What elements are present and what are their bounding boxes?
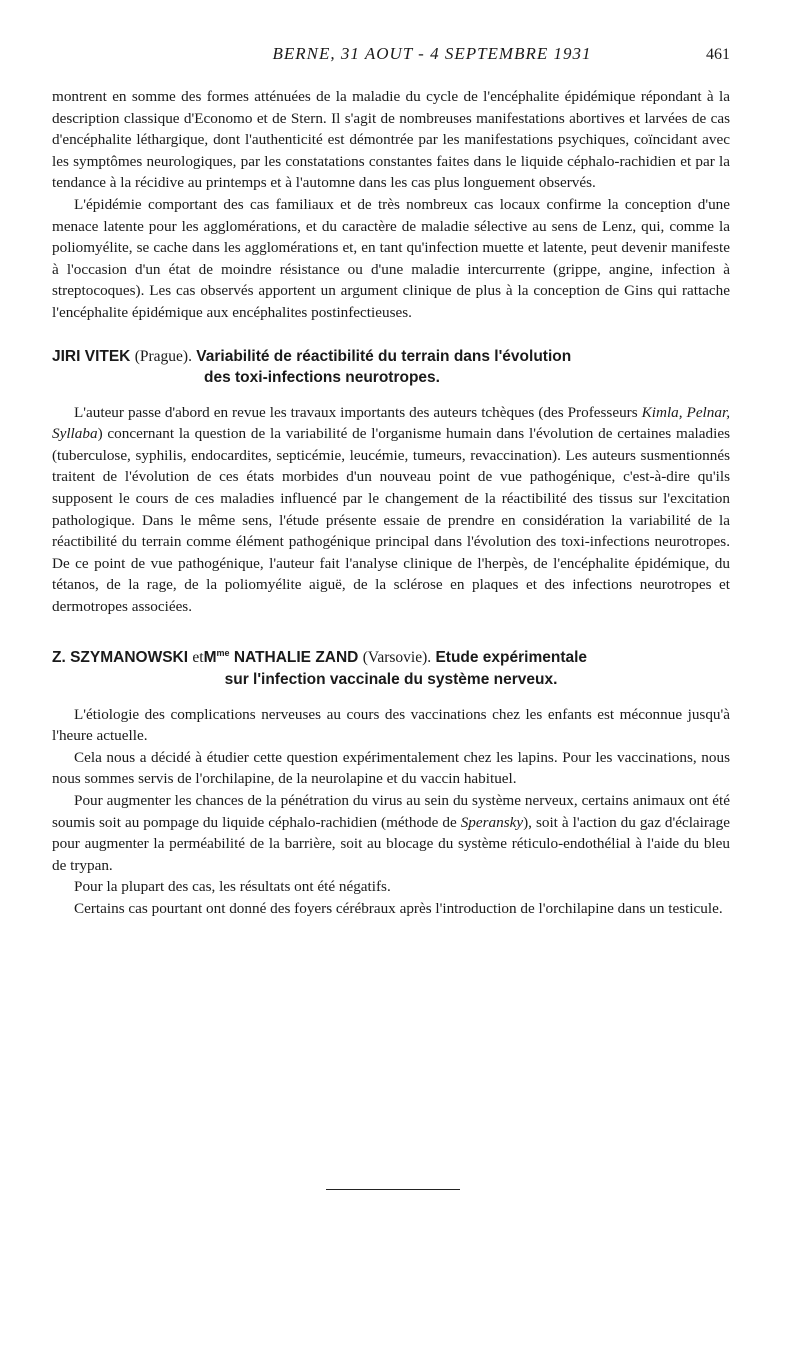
szymanowski-paragraph-2: Cela nous a décidé à étudier cette question expérimentalement chez les lapins. Pour les vaccinations, nous nous sommes servis de l'orchilapine, de la neurolapine et du vaccin habituel. xyxy=(52,748,730,788)
running-head xyxy=(58,44,730,64)
szymanowski-paragraph-1: L'étiologie des complications nerveuses au cours des vaccinations chez les enfants est méconnue jusqu'à l'heure actuelle. xyxy=(52,705,730,745)
page-number: 461 xyxy=(706,46,730,63)
szymanowski-paragraph-4: Pour la plupart des cas, les résultats ont été négatifs. xyxy=(74,878,391,896)
section-title-line-2: sur l'infection vaccinale du système nerveux. xyxy=(224,670,558,688)
section-heading-vitek xyxy=(52,346,730,388)
section-heading-szymanowski xyxy=(52,643,730,689)
heading-line-1 xyxy=(52,643,730,668)
vitek-text-a: L'auteur passe d'abord en revue les travaux importants des auteurs tchèques (des Professeurs xyxy=(74,403,642,421)
author-place: (Varsovie). xyxy=(362,649,432,667)
method-text-b: ), soit à l'action du gaz d'éclairage pour augmenter la perméabilité de la barrière, soit au blocage du système réticulo-endothélial à l'aide du bleu de trypan. xyxy=(52,813,731,874)
end-rule xyxy=(326,1189,460,1190)
running-title: BERNE, 31 AOUT - 4 SEPTEMBRE 1931 xyxy=(272,44,592,63)
author-1: Z. SZYMANOWSKI xyxy=(52,649,189,667)
author-2: NATHALIE ZAND xyxy=(233,649,359,667)
conjunction: et xyxy=(192,649,204,667)
vitek-text-b: ) concernant la question de la variabilité de l'organisme humain dans l'évolution de certaines maladies (tuberculose, syphilis, endocardites, septicémie, leucémie, tumeurs, revaccination). Les auteurs susmentionnés traitent de l'évolution de ces états morbides d'un nouveau point de vue pathogénique, c'est-à-dire qu'ils supposent le cours de ces maladies influencé par le changement de la réactibilité des tissus sur l'excitation pathologique. Dans le même sens, l'étude présente essaie de prendre en considération la variabilité de la réactibilité du terrain comme élément pathogénique principal dans l'évolution des toxi-infections neurotropes. De ce point de vue pathogénique, l'auteur fait l'analyse clinique de l'herpès, de l'encéphalite épidémique, du tétanos, de la rage, de la poliomyélite aiguë, de la sclérose en plaques et des infections neurotropes et dermotropes associées. xyxy=(52,425,730,615)
page xyxy=(52,44,730,920)
szymanowski-paragraph-3 xyxy=(52,790,730,876)
title-mme: M xyxy=(203,649,217,667)
continuation-paragraph-2: L'épidémie comportant des cas familiaux et de très nombreux cas locaux confirme la conception d'une menace latente pour les agglomérations, et du caractère de maladie sélective au sens de Lenz, qui, comme la poliomyélite, se cache dans les agglomérations et, en tant qu'infection muette et latente, peut devenir manifeste à l'occasion d'un état de moindre résistance ou d'une maladie intercurrente (grippe, angine, infection à streptocoques). Les cas observés apportent un argument clinique de plus à la conception de Gins qui rattache l'encéphalite épidémique aux encéphalites postinfectieuses. xyxy=(52,195,730,321)
professor-names: Kimla, Pelnar, Syllaba xyxy=(52,403,730,443)
speransky-name: Speransky xyxy=(460,813,524,831)
section-title-line-1: Variabilité de réactibilité du terrain dans l'évolution xyxy=(196,347,572,365)
szymanowski-paragraph-5: Certains cas pourtant ont donné des foyers cérébraux après l'introduction de l'orchilapine dans un testicule. xyxy=(74,899,723,917)
author-place: (Prague). xyxy=(134,347,192,365)
continuation-paragraph-1: montrent en somme des formes atténuées de la maladie du cycle de l'encéphalite épidémique répondant à la description classique d'Economo et de Stern. Il s'agit de nombreuses manifestations abortives et larvées de cas d'encéphalite léthargique, dont l'authenticité est démontrée par les manifestations psychiques, coïncidant avec les symptômes neurologiques, par les constatations constantes faites dans le liquide céphalo-rachidien et par la tendance à la récidive au printemps et à l'automne dans les cas plus longuement observés. xyxy=(52,88,730,192)
vitek-paragraph xyxy=(52,402,730,618)
section-title-line-2: des toxi-infections neurotropes. xyxy=(204,368,440,386)
method-text-a: Pour augmenter les chances de la pénétration du virus au sein du système nerveux, certains animaux ont été soumis soit au pompage du liquide céphalo-rachidien (méthode de xyxy=(52,792,730,831)
author-name: JIRI VITEK xyxy=(52,347,131,365)
section-title-line-1: Etude expérimentale xyxy=(435,649,588,667)
title-mme-sup: me xyxy=(216,648,230,659)
